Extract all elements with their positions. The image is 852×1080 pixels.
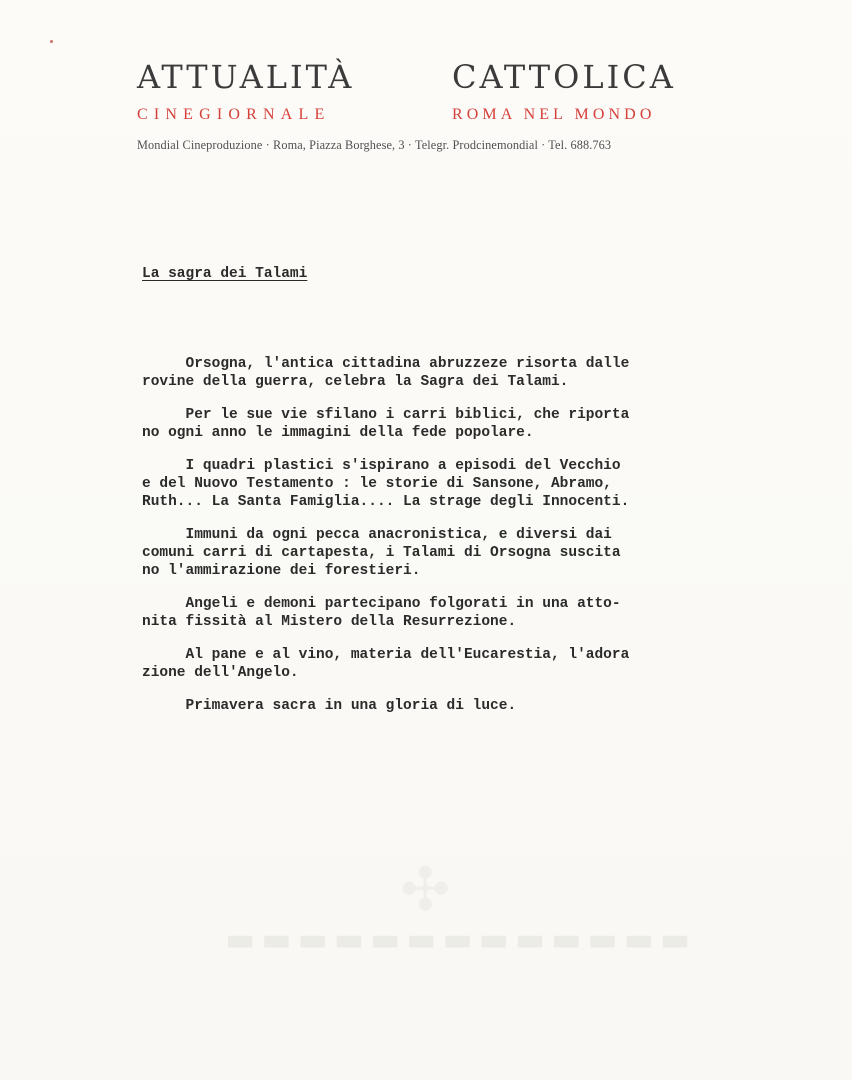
body-line: Al pane e al vino, materia dell'Eucarestia, l'adora — [142, 647, 630, 663]
letterhead-contact: Mondial Cineproduzione · Roma, Piazza Borghese, 3 · Telegr. Prodcinemondial · Tel. 688.763 — [137, 138, 612, 152]
body-line: I quadri plastici s'ispirano a episodi del Vecchio — [142, 458, 621, 474]
bleed-through-mark: ✣ — [400, 855, 451, 925]
body-line: no l'ammirazione dei forestieri. — [142, 563, 421, 579]
body-line: Per le sue vie sfilano i carri biblici, che riporta — [142, 407, 630, 423]
body-line: zione dell'Angelo. — [142, 665, 299, 681]
letterhead-subtitle-left: CINEGIORNALE — [137, 106, 331, 123]
body-line: e del Nuovo Testamento : le storie di Sansone, Abramo, — [142, 476, 612, 492]
body-line: Immuni da ogni pecca anacronistica, e diversi dai — [142, 527, 612, 543]
body-line: comuni carri di cartapesta, i Talami di Orsogna suscita — [142, 545, 621, 561]
letterhead-title-left: ATTUALITÀ — [137, 58, 355, 96]
bleed-through-text: ▬▬▬▬▬▬▬▬▬▬▬▬▬ — [225, 920, 697, 958]
body-line: Ruth... La Santa Famiglia.... La strage degli Innocenti. — [142, 494, 630, 510]
body-line: no ogni anno le immagini della fede popolare. — [142, 425, 534, 441]
ink-speck — [50, 40, 53, 43]
body-line: rovine della guerra, celebra la Sagra dei Talami. — [142, 374, 569, 390]
body-line: Primavera sacra in una gloria di luce. — [142, 698, 517, 714]
document-title: La sagra dei Talami — [142, 266, 308, 282]
body-line: Orsogna, l'antica cittadina abruzzeze risorta dalle — [142, 356, 630, 372]
letterhead-title-right: CATTOLICA — [452, 58, 676, 96]
letterhead-subtitle-right: ROMA NEL MONDO — [452, 106, 656, 123]
body-line: nita fissità al Mistero della Resurrezione. — [142, 614, 517, 630]
body-line: Angeli e demoni partecipano folgorati in una atto- — [142, 596, 621, 612]
